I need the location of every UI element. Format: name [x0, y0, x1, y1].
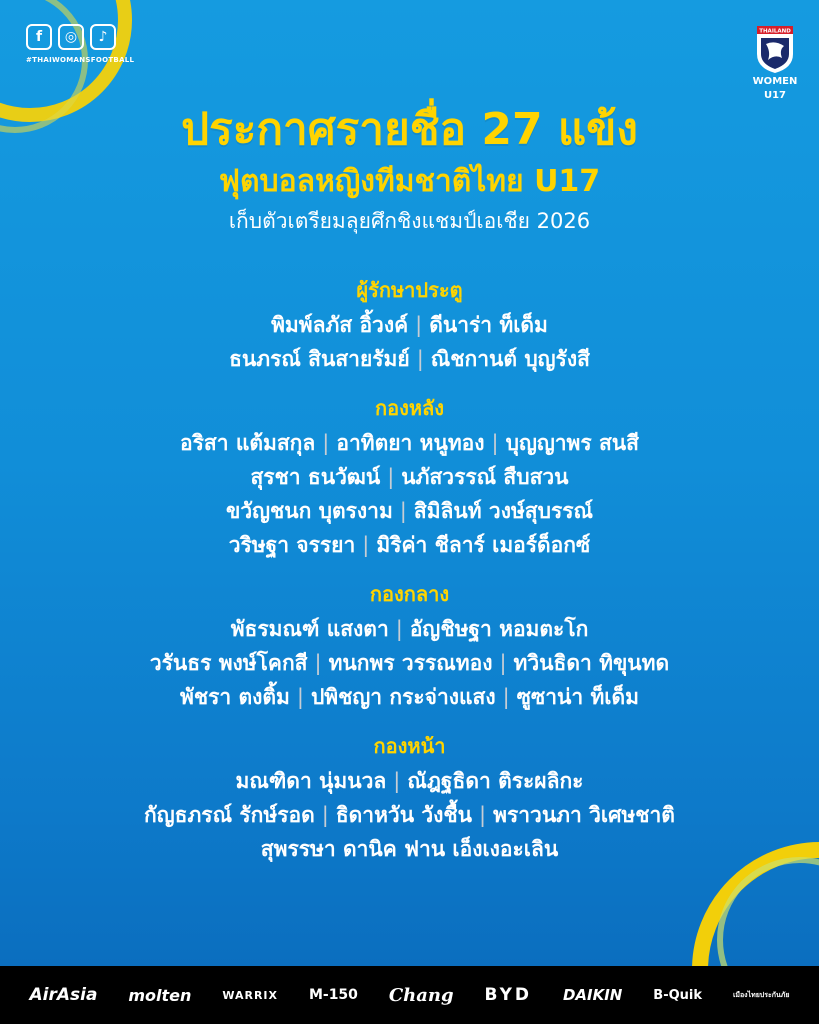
sponsor-logo: BYD — [484, 985, 532, 1005]
player-name: ทวินธิดา ทิขุนทด — [513, 651, 670, 675]
player-row — [0, 494, 819, 528]
player-name: กัญธภรณ์ รักษ์รอด — [144, 803, 315, 827]
player-name: พราวนภา วิเศษชาติ — [493, 803, 675, 827]
player-name: สุพรรษา ดานิค ฟาน เอ็งเงอะเลิน — [260, 837, 559, 861]
badge-top-text: THAILAND — [759, 28, 791, 35]
player-row — [0, 308, 819, 342]
name-separator: | — [314, 651, 322, 675]
player-name: พัชรา ตงติ้ม — [180, 685, 290, 709]
player-row — [0, 460, 819, 494]
roster — [0, 272, 819, 880]
sponsor-logo: M-150 — [308, 987, 358, 1003]
player-name: ปพิชญา กระจ่างแสง — [310, 685, 496, 709]
player-name: ธนภรณ์ สินสายรัมย์ — [229, 347, 410, 371]
name-separator: | — [296, 685, 304, 709]
team-badge — [752, 24, 798, 102]
player-name: อัญชิษฐา หอมตะโก — [409, 617, 589, 641]
section-title: กองกลาง — [369, 582, 450, 606]
section-title: กองหลัง — [374, 396, 445, 420]
facebook-icon[interactable]: f — [26, 24, 52, 50]
sponsor-logo: WARRIX — [222, 988, 279, 1002]
player-name: วริษฐา จรรยา — [228, 533, 356, 557]
player-name: พัธรมณฑ์ แสงตา — [230, 617, 389, 641]
player-name: อริสา แต้มสกุล — [180, 431, 316, 455]
roster-section — [0, 576, 819, 714]
badge-line2: U17 — [763, 90, 787, 101]
main-title: ประกาศรายชื่อ 27 แข้ง — [181, 104, 638, 155]
hashtag-handle: #THAIWOMANSFOOTBALL — [26, 56, 135, 64]
sponsor-logo: Chang — [388, 984, 454, 1006]
name-separator: | — [399, 499, 407, 523]
roster-section — [0, 728, 819, 866]
instagram-icon[interactable]: ◎ — [58, 24, 84, 50]
sponsor-logo: DAIKIN — [562, 986, 623, 1004]
section-title: ผู้รักษาประตู — [356, 278, 463, 302]
name-separator: | — [321, 803, 329, 827]
name-separator: | — [393, 769, 401, 793]
player-row — [0, 680, 819, 714]
player-name: มิริค่า ชีลาร์ เมอร์ด็อกซ์ — [376, 533, 591, 557]
player-name: ณัฎฐธิดา ติระผลิกะ — [407, 769, 584, 793]
name-separator: | — [416, 347, 424, 371]
roster-section — [0, 272, 819, 376]
player-row — [0, 832, 819, 866]
badge-line1: WOMEN — [752, 76, 798, 87]
name-separator: | — [322, 431, 330, 455]
name-separator: | — [415, 313, 423, 337]
player-name: มณฑิดา นุ่มนวล — [235, 769, 387, 793]
name-separator: | — [479, 803, 487, 827]
player-row — [0, 798, 819, 832]
player-name: ดีนาร่า ท็เด็ม — [429, 313, 548, 337]
player-name: อาทิตยา หนูทอง — [336, 431, 485, 455]
name-separator: | — [387, 465, 395, 489]
roster-section — [0, 390, 819, 562]
player-name: บุญญาพร สนสี — [505, 431, 639, 455]
shield-logo-icon — [755, 24, 795, 74]
name-separator: | — [395, 617, 403, 641]
player-name: พิมพ์ลภัส อิ้วงค์ — [271, 313, 409, 337]
sponsor-bar — [0, 966, 819, 1024]
tiktok-icon[interactable]: ♪ — [90, 24, 116, 50]
tagline: เก็บตัวเตรียมลุยศึกชิงแชมป์เอเชีย 2026 — [228, 209, 591, 233]
sponsor-logo: AirAsia — [29, 985, 98, 1005]
section-title: กองหน้า — [373, 734, 446, 758]
player-name: ณิชกานต์ บุญรังสี — [430, 347, 590, 371]
player-name: ธิดาหวัน วังชื้น — [335, 803, 473, 827]
sponsor-logo: เมืองไทยประกันภัย — [732, 990, 790, 999]
player-name: ทนกพร วรรณทอง — [328, 651, 493, 675]
name-separator: | — [502, 685, 510, 709]
player-row — [0, 646, 819, 680]
title-block — [0, 100, 819, 238]
name-separator: | — [491, 431, 499, 455]
player-row — [0, 612, 819, 646]
player-name: วรันธร พงษ์โคกสี — [149, 651, 308, 675]
player-row — [0, 426, 819, 460]
sub-title: ฟุตบอลหญิงทีมชาติไทย U17 — [218, 164, 601, 199]
name-separator: | — [499, 651, 507, 675]
social-icons — [26, 24, 116, 50]
player-row — [0, 528, 819, 562]
player-row — [0, 764, 819, 798]
sponsor-logo: B-Quik — [653, 987, 702, 1003]
player-name: นภัสวรรณ์ สืบสวน — [401, 465, 569, 489]
player-row — [0, 342, 819, 376]
player-name: ซูซาน่า ท็เด็ม — [516, 685, 639, 709]
player-name: สุรชา ธนวัฒน์ — [250, 465, 381, 489]
name-separator: | — [362, 533, 370, 557]
sponsor-logo: molten — [128, 985, 192, 1005]
player-name: สิมิลินท์ วงษ์สุบรรณ์ — [413, 499, 593, 523]
player-name: ขวัญชนก บุตรงาม — [225, 499, 393, 523]
